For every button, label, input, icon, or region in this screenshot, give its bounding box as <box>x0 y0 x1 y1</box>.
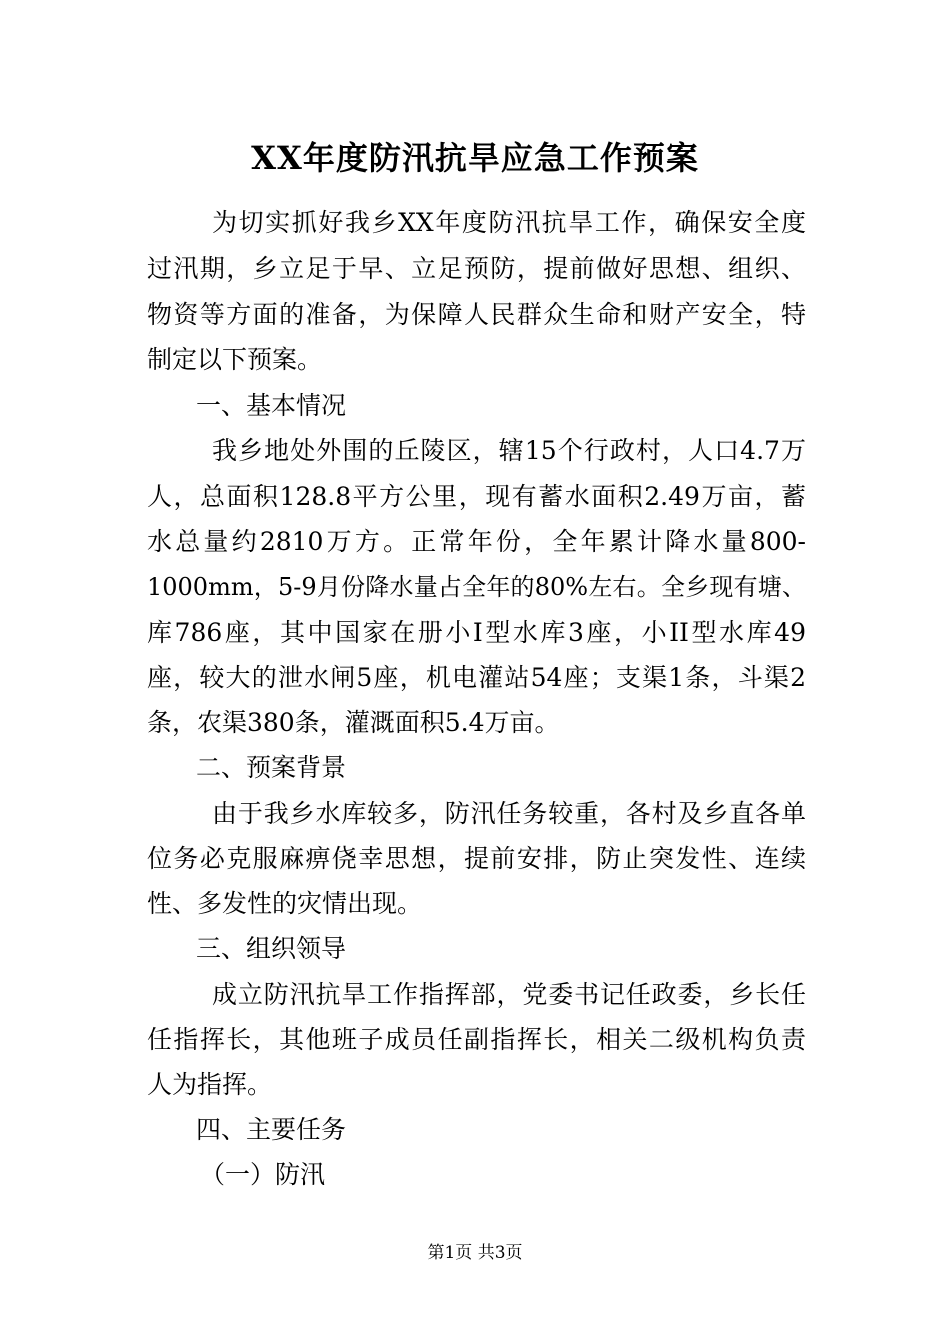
paragraph-line: 制定以下预案。 <box>147 345 323 374</box>
section-heading: 一、基本情况 <box>196 391 347 420</box>
document-title: XX年度防汛抗旱应急工作预案 <box>251 139 699 177</box>
paragraph-line: 库786座，其中国家在册小Ⅰ型水库3座，小II型水库49 <box>147 618 806 647</box>
subsection-heading: （一）防汛 <box>200 1160 326 1189</box>
paragraph-line: 我乡地处外围的丘陵区，辖15个行政村，人口4.7万 <box>212 436 806 465</box>
paragraph-line: 物资等方面的准备，为保障人民群众生命和财产安全，特 <box>147 300 806 329</box>
paragraph-line: 为切实抓好我乡XX年度防汛抗旱工作，确保安全度 <box>212 208 806 237</box>
page-number-footer: 第1页 共3页 <box>427 1243 523 1263</box>
section-heading: 二、预案背景 <box>196 753 347 782</box>
paragraph-line: 位务必克服麻痹侥幸思想，提前安排，防止突发性、连续 <box>147 844 806 873</box>
section-heading: 四、主要任务 <box>196 1115 347 1144</box>
paragraph-line: 人为指挥。 <box>147 1070 273 1099</box>
paragraph-line: 座，较大的泄水闸5座，机电灌站54座；支渠1条，斗渠2 <box>147 663 806 692</box>
paragraph-line: 性、多发性的灾情出现。 <box>147 889 423 918</box>
paragraph-line: 任指挥长，其他班子成员任副指挥长，相关二级机构负责 <box>147 1025 806 1054</box>
paragraph-line: 由于我乡水库较多，防汛任务较重，各村及乡直各单 <box>212 799 806 828</box>
paragraph-line: 成立防汛抗旱工作指挥部，党委书记任政委，乡长任 <box>212 980 806 1009</box>
paragraph-line: 过汛期，乡立足于早、立足预防，提前做好思想、组织、 <box>147 254 806 283</box>
paragraph-line: 人，总面积128.8平方公里，现有蓄水面积2.49万亩，蓄 <box>147 482 806 511</box>
section-heading: 三、组织领导 <box>196 934 347 963</box>
paragraph-line: 水总量约2810万方。正常年份，全年累计降水量800- <box>147 527 806 556</box>
paragraph-line: 条，农渠380条，灌溉面积5.4万亩。 <box>147 708 560 737</box>
paragraph-line: 1000mm，5-9月份降水量占全年的80%左右。全乡现有塘、 <box>147 573 806 601</box>
